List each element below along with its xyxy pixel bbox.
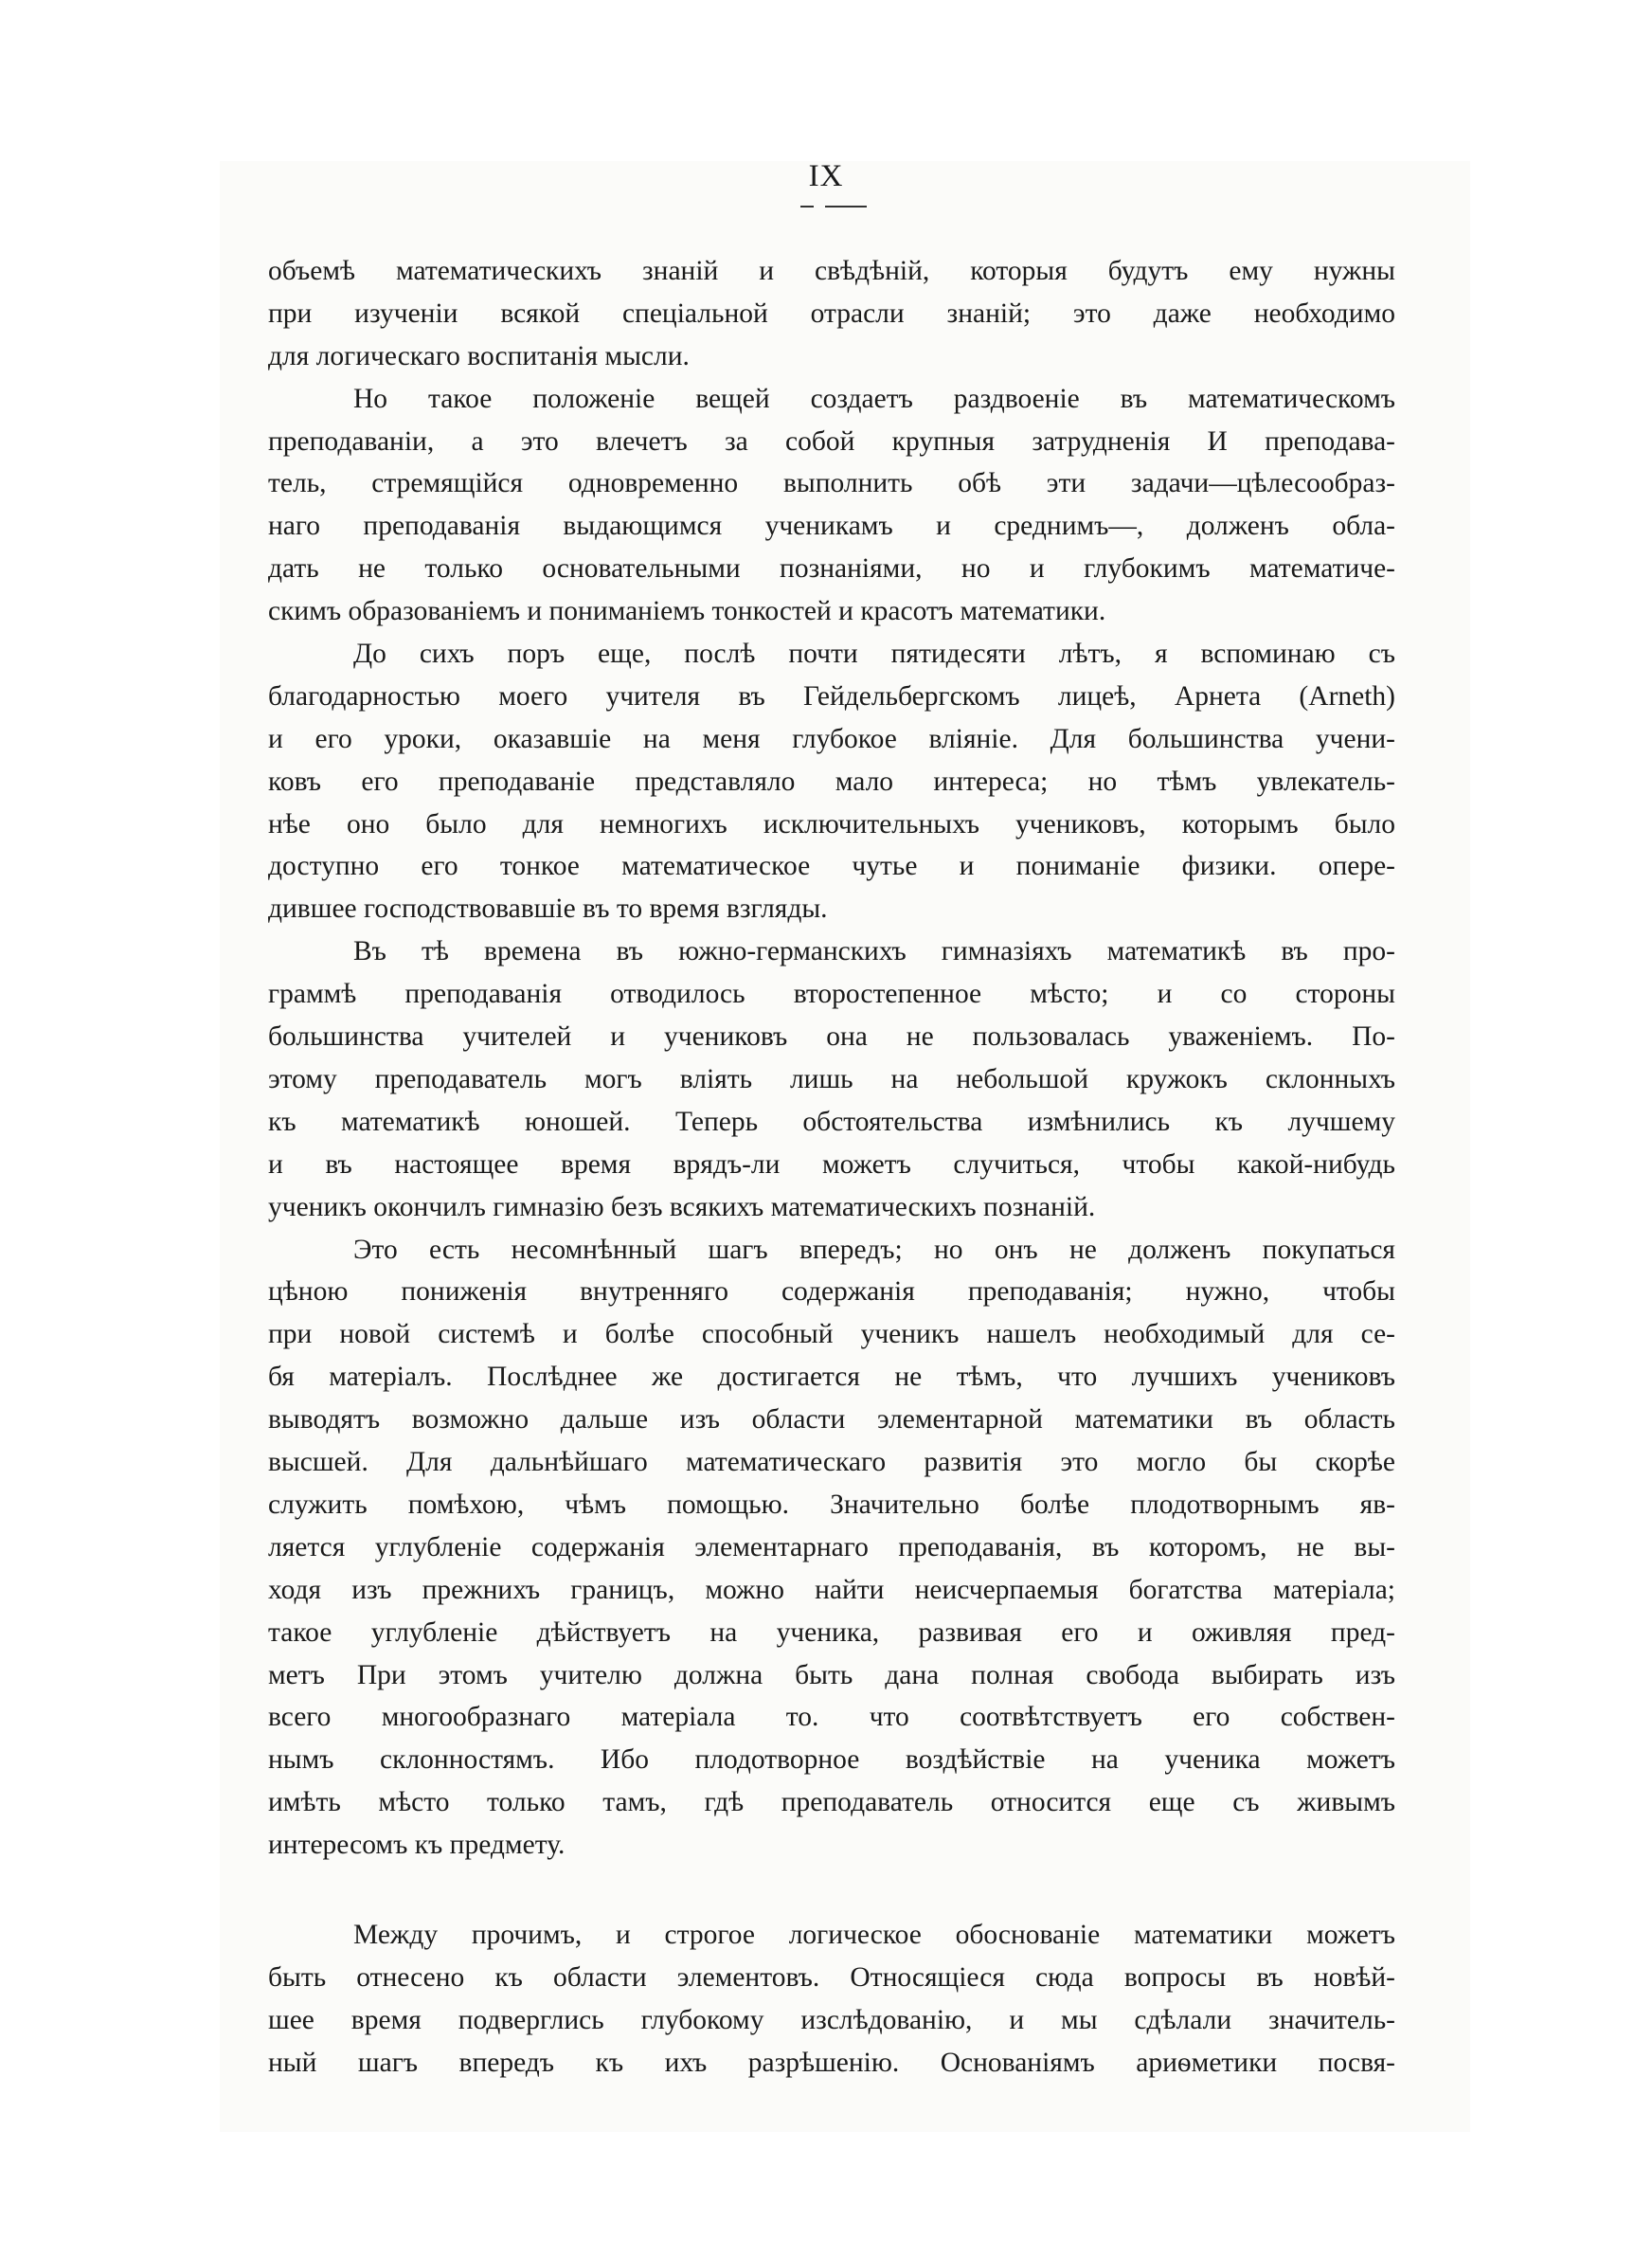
text-line: До сихъ поръ еще, послѣ почти пятидесяти лѣтъ, я вспоминаю съ xyxy=(353,639,1395,669)
text-line: Это есть несомнѣнный шагъ впередъ; но онъ не долженъ покупаться xyxy=(353,1234,1395,1265)
text-line: скимъ образованіемъ и пониманіемъ тонкостей и красотъ математики. xyxy=(268,596,1106,627)
paragraph-4 xyxy=(268,930,1395,1228)
page-number: IX xyxy=(808,159,844,193)
text-line: служить помѣхою, чѣмъ помощью. Значительно болѣе плодотворнымъ яв- xyxy=(268,1489,1395,1520)
text-line: всего многообразнаго матеріала то. что соотвѣтствуетъ его собствен- xyxy=(268,1702,1395,1733)
page-number-underline xyxy=(800,206,867,208)
text-line: шее время подверглись глубокому изслѣдованію, и мы сдѣлали значитель- xyxy=(268,2004,1395,2035)
text-line: доступно его тонкое математическое чутье и пониманіе физики. опере- xyxy=(268,851,1395,882)
text-line: Между прочимъ, и строгое логическое обоснованіе математики можетъ xyxy=(353,1920,1395,1950)
text-line: наго преподаванія выдающимся ученикамъ и среднимъ—, долженъ обла- xyxy=(268,511,1395,542)
text-line: ходя изъ прежнихъ границъ, можно найти неисчерпаемыя богатства матеріала; xyxy=(268,1574,1395,1605)
paragraph-1 xyxy=(268,250,1395,378)
text-line: нымъ склонностямъ. Ибо плодотворное воздѣйствіе на ученика можетъ xyxy=(268,1744,1395,1776)
text-line: для логическаго воспитанія мысли. xyxy=(268,340,690,371)
text-line: и въ настоящее время врядъ-ли можетъ случиться, чтобы какой-нибудь xyxy=(268,1148,1395,1180)
text-line: объемѣ математическихъ знаній и свѣдѣній, которыя будутъ ему нужны xyxy=(268,256,1395,286)
text-line: большинства учителей и учениковъ она не пользовалась уваженіемъ. По- xyxy=(268,1021,1395,1053)
text-line: Въ тѣ времена въ южно-германскихъ гимназіяхъ математикѣ въ про- xyxy=(353,936,1395,967)
text-line: ляется углубленіе содержанія элементарнаго преподаванія, въ которомъ, не вы- xyxy=(268,1531,1395,1562)
paragraph-3 xyxy=(268,633,1395,930)
text-line: благодарностью моего учителя въ Гейдельбергскомъ лицеѣ, Арнета (Arneth) xyxy=(268,680,1395,712)
paragraph-2 xyxy=(268,378,1395,633)
text-line: преподаваніи, а это влечетъ за собой крупныя затрудненія И преподава- xyxy=(268,425,1395,457)
text-line: Но такое положеніе вещей создаетъ раздвоеніе въ математическомъ xyxy=(353,383,1395,414)
text-line: ученикъ окончилъ гимназію безъ всякихъ математическихъ познаній. xyxy=(268,1191,1096,1222)
text-line: къ математикѣ юношей. Теперь обстоятельства измѣнились къ лучшему xyxy=(268,1106,1395,1137)
text-line: при новой системѣ и болѣе способный ученикъ нашелъ необходимый для се- xyxy=(268,1319,1395,1350)
text-line: и его уроки, оказавшіе на меня глубокое вліяніе. Для большинства учени- xyxy=(268,723,1395,754)
text-line: дать не только основательными познаніями, но и глубокимъ математиче- xyxy=(268,553,1395,585)
text-line: нѣе оно было для немногихъ исключительныхъ учениковъ, которымъ было xyxy=(268,808,1395,840)
text-line: этому преподаватель могъ вліять лишь на небольшой кружокъ склонныхъ xyxy=(268,1063,1395,1094)
text-line: интересомъ къ предмету. xyxy=(268,1830,566,1861)
text-line: тель, стремящійся одновременно выполнить обѣ эти задачи—цѣлесообраз- xyxy=(268,468,1395,499)
text-line: метъ При этомъ учителю должна быть дана полная свобода выбирать изъ xyxy=(268,1659,1395,1690)
text-line: при изученіи всякой спеціальной отрасли знаній; это даже необходимо xyxy=(268,298,1395,329)
text-line: дившее господствовавшіе въ то время взгляды. xyxy=(268,894,828,925)
text-line: ковъ его преподаваніе представляло мало интереса; но тѣмъ увлекатель- xyxy=(268,766,1395,797)
paragraph-6 xyxy=(268,1914,1395,2085)
text-line: ный шагъ впередъ къ ихъ разрѣшенію. Основаніямъ ариѳметики посвя- xyxy=(268,2047,1395,2078)
text-line: быть отнесено къ области элементовъ. Относящіеся сюда вопросы въ новѣй- xyxy=(268,1961,1395,1993)
text-line: имѣть мѣсто только тамъ, гдѣ преподаватель относится еще съ живымъ xyxy=(268,1787,1395,1818)
text-line: такое углубленіе дѣйствуетъ на ученика, развивая его и оживляя пред- xyxy=(268,1616,1395,1648)
text-line: цѣною пониженія внутренняго содержанія преподаванія; нужно, чтобы xyxy=(268,1276,1395,1308)
text-line: выводятъ возможно дальше изъ области элементарной математики въ область xyxy=(268,1404,1395,1435)
paragraph-5 xyxy=(268,1229,1395,1867)
text-line: высшей. Для дальнѣйшаго математическаго развитія это могло бы скорѣе xyxy=(268,1447,1395,1478)
text-line: граммѣ преподаванія отводилось второстепенное мѣсто; и со стороны xyxy=(268,979,1395,1010)
text-line: бя матеріалъ. Послѣднее же достигается не тѣмъ, что лучшихъ учениковъ xyxy=(268,1362,1395,1393)
